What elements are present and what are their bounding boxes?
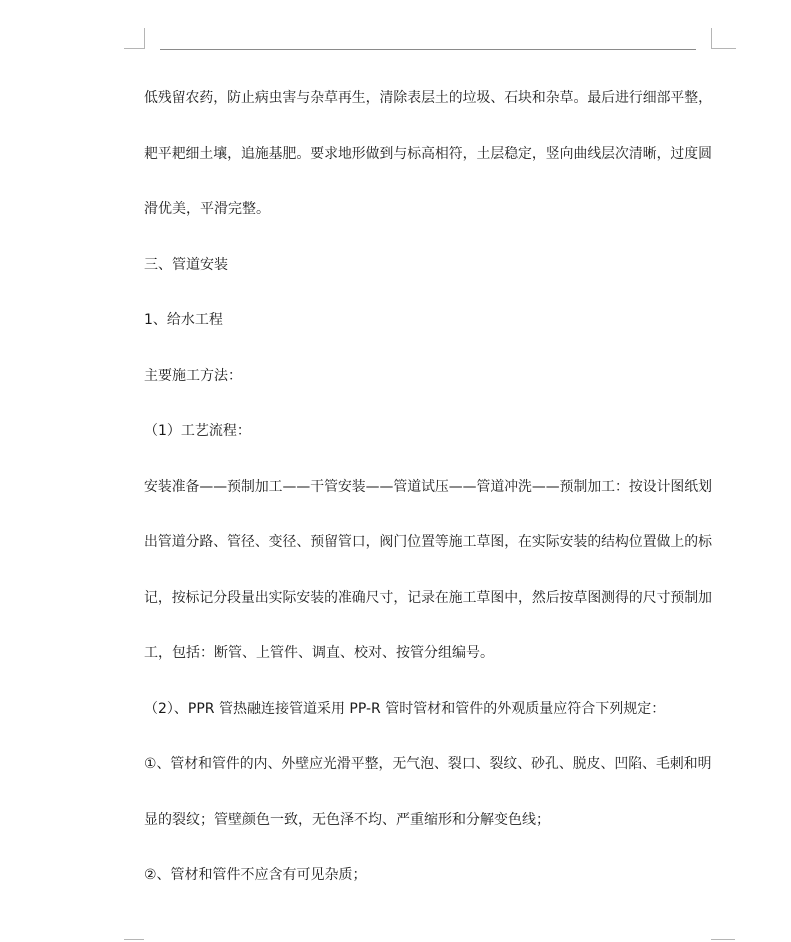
page-corner-mark-top-left [124,28,145,49]
text-line: （1）工艺流程： [144,423,251,439]
text-line: 主要施工方法： [144,368,242,384]
text-line: 显的裂纹；管壁颜色一致，无色泽不均、严重缩形和分解变色线； [144,812,550,828]
text-line: 工，包括：断管、上管件、调直、校对、按管分组编号。 [144,645,494,661]
text-line: 安装准备——预制加工——干管安装——管道试压——管道冲洗——预制加工：按设计图纸划 [144,479,712,495]
text-line: 记，按标记分段量出实际安装的准确尺寸，记录在施工草图中，然后按草图测得的尺寸预制加 [144,590,712,606]
section-heading: 三、管道安装 [144,257,228,273]
text-line: ②、管材和管件不应含有可见杂质； [144,867,367,883]
text-line: 低残留农药，防止病虫害与杂草再生，清除表层土的垃圾、石块和杂草。最后进行细部平整， [144,90,712,106]
text-line: 滑优美，平滑完整。 [144,201,270,217]
subsection-heading: 1、给水工程 [144,312,223,328]
page-corner-mark-top-right [711,28,736,49]
header-rule [160,49,696,50]
text-line: ①、管材和管件的内、外壁应光滑平整，无气泡、裂口、裂纹、砂孔、脱皮、凹陷、毛刺和明 [144,756,712,772]
text-line: 出管道分路、管径、变径、预留管口，阀门位置等施工草图，在实际安装的结构位置做上的标 [144,534,712,550]
text-line: （2）、PPR 管热融连接管道采用 PP-R 管时管材和管件的外观质量应符合下列规定： [144,701,666,717]
text-line: 耙平耙细土壤，追施基肥。要求地形做到与标高相符，土层稳定，竖向曲线层次清晰，过度圆 [144,146,712,162]
